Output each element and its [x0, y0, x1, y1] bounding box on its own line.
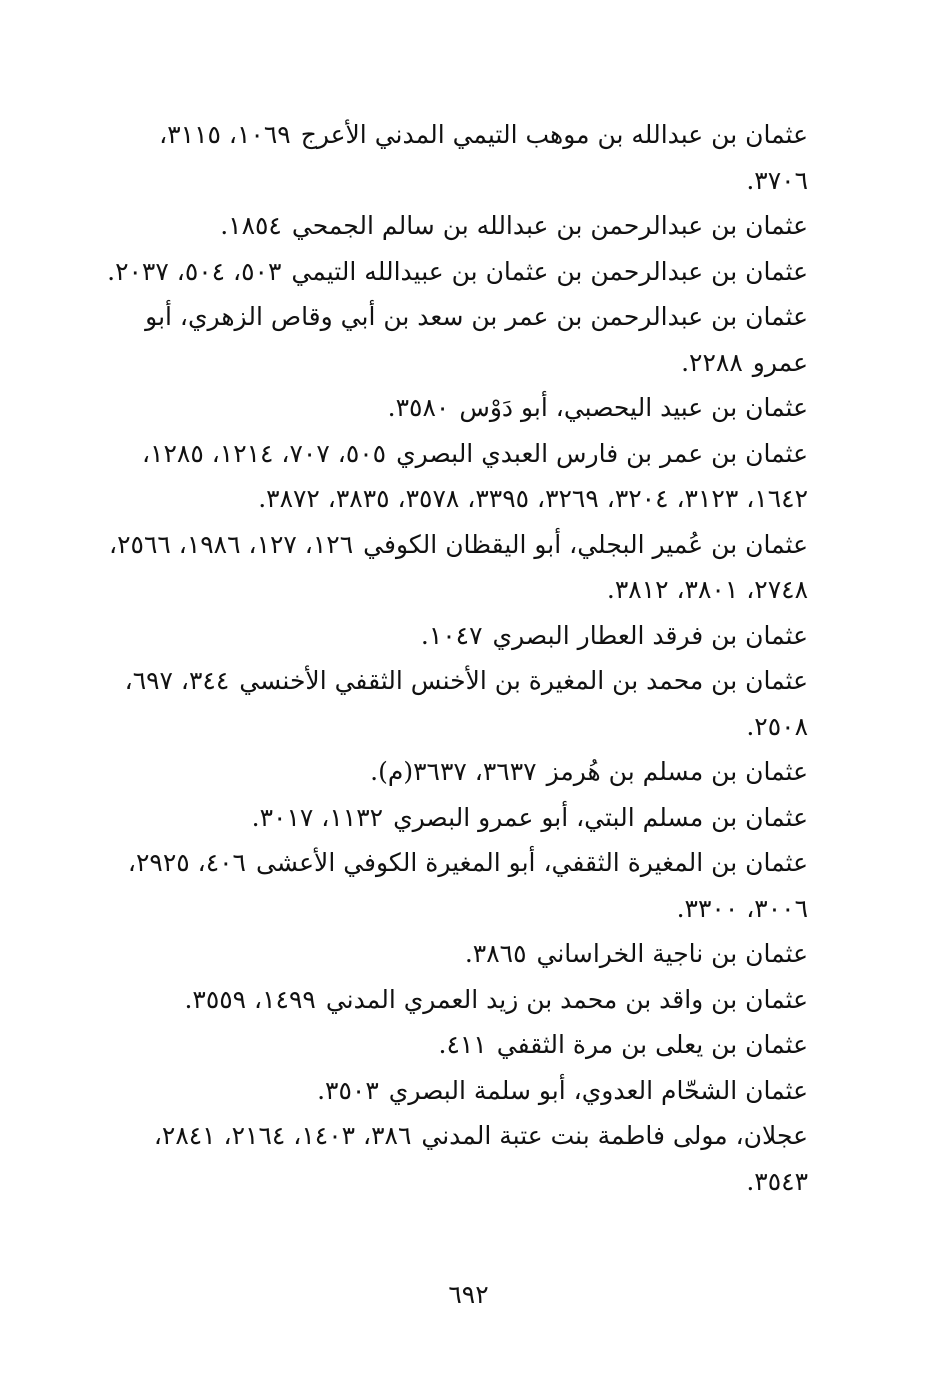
- index-entry: [100, 294, 808, 385]
- entry-name: عثمان بن عبدالرحمن بن عثمان بن عبيدالله التيمي: [291, 256, 808, 286]
- entry-refs: ١٠٦٩، ٣١١٥، ٣٧٠٦.: [159, 120, 808, 195]
- entry-name: عثمان بن واقد بن محمد بن زيد العمري المدني: [325, 984, 808, 1014]
- entry-name: عثمان بن عبدالرحمن بن عبدالله بن سالم الجمحي: [291, 211, 808, 240]
- index-entry: [100, 112, 808, 203]
- entry-name: عجلان، مولى فاطمة بنت عتبة المدني: [421, 1121, 808, 1150]
- entry-name: عثمان بن عبدالله بن موهب التيمي المدني الأعرج: [300, 120, 808, 149]
- index-entry: [100, 1113, 808, 1204]
- index-entries: [100, 112, 808, 1204]
- index-entry: [100, 249, 808, 295]
- entry-refs: ١٤٩٩، ٣٥٥٩.: [184, 984, 316, 1014]
- index-entry: [100, 840, 808, 931]
- index-entry: [100, 977, 808, 1023]
- index-entry: [100, 385, 808, 431]
- index-entry: [100, 1022, 808, 1068]
- entry-refs: ٣٨٦٥.: [464, 939, 527, 968]
- entry-refs: ٣٥٠٣.: [317, 1075, 379, 1105]
- entry-name: عثمان بن ناجية الخراساني: [536, 939, 808, 968]
- entry-refs: ٣٦٣٧، ٣٦٣٧(م).: [370, 757, 537, 786]
- index-entry: [100, 613, 808, 659]
- index-entry: [100, 931, 808, 977]
- entry-refs: ٣٥٨٠.: [387, 393, 450, 422]
- entry-refs: ٥٠٣، ٥٠٤، ٢٠٣٧.: [107, 256, 282, 286]
- entry-name: عثمان الشحّام العدوي، أبو سلمة البصري: [388, 1075, 808, 1105]
- index-entry: [100, 203, 808, 249]
- entry-refs: ٤٠٦، ٢٩٢٥، ٣٠٠٦، ٣٣٠٠.: [127, 848, 808, 923]
- entry-name: عثمان بن محمد بن المغيرة بن الأخنس الثقفي الأخنسي: [239, 666, 808, 695]
- entry-refs: ٢٢٨٨.: [681, 347, 743, 377]
- index-entry: [100, 658, 808, 749]
- entry-refs: ٤١١.: [438, 1030, 487, 1059]
- entry-name: عثمان بن عبيد اليحصبي، أبو دَوْس: [459, 393, 808, 422]
- index-entry: [100, 795, 808, 841]
- index-entry: [100, 749, 808, 795]
- index-entry: [100, 1068, 808, 1114]
- entry-name: عثمان بن يعلى بن مرة الثقفي: [496, 1030, 808, 1059]
- entry-refs: ١٢٦، ١٢٧، ١٩٨٦، ٢٥٦٦، ٢٧٤٨، ٣٨٠١، ٣٨١٢.: [109, 529, 808, 604]
- entry-refs: ٣٨٦، ١٤٠٣، ٢١٦٤، ٢٨٤١، ٣٥٤٣.: [153, 1121, 808, 1196]
- entry-name: عثمان بن مسلم بن هُرمز: [546, 757, 808, 786]
- entry-refs: ١٠٤٧.: [420, 620, 483, 650]
- entry-refs: ٥٠٥، ٧٠٧، ١٢١٤، ١٢٨٥، ١٦٤٢، ٣١٢٣، ٣٢٠٤، ٣٢٦٩، ٣٣٩٥، ٣٥٧٨، ٣٨٣٥، ٣٨٧٢.: [141, 438, 808, 513]
- entry-refs: ١٨٥٤.: [220, 211, 282, 240]
- entry-name: عثمان بن عمر بن فارس العبدي البصري: [396, 438, 808, 468]
- entry-name: عثمان بن فرقد العطار البصري: [492, 620, 808, 650]
- entry-refs: ١١٣٢، ٣٠١٧.: [251, 802, 384, 832]
- entry-name: عثمان بن مسلم البتي، أبو عمرو البصري: [393, 802, 808, 832]
- entry-refs: ٣٤٤، ٦٩٧، ٢٥٠٨.: [124, 666, 808, 741]
- index-entry: [100, 431, 808, 522]
- entry-name: عثمان بن عبدالرحمن بن عمر بن سعد بن أبي وقاص الزهري، أبو عمرو: [145, 302, 808, 377]
- entry-name: عثمان بن عُمير البجلي، أبو اليقظان الكوفي: [363, 529, 808, 559]
- page-number: ٦٩٢: [448, 1280, 489, 1309]
- index-entry: [100, 522, 808, 613]
- entry-name: عثمان بن المغيرة الثقفي، أبو المغيرة الكوفي الأعشى: [256, 848, 808, 877]
